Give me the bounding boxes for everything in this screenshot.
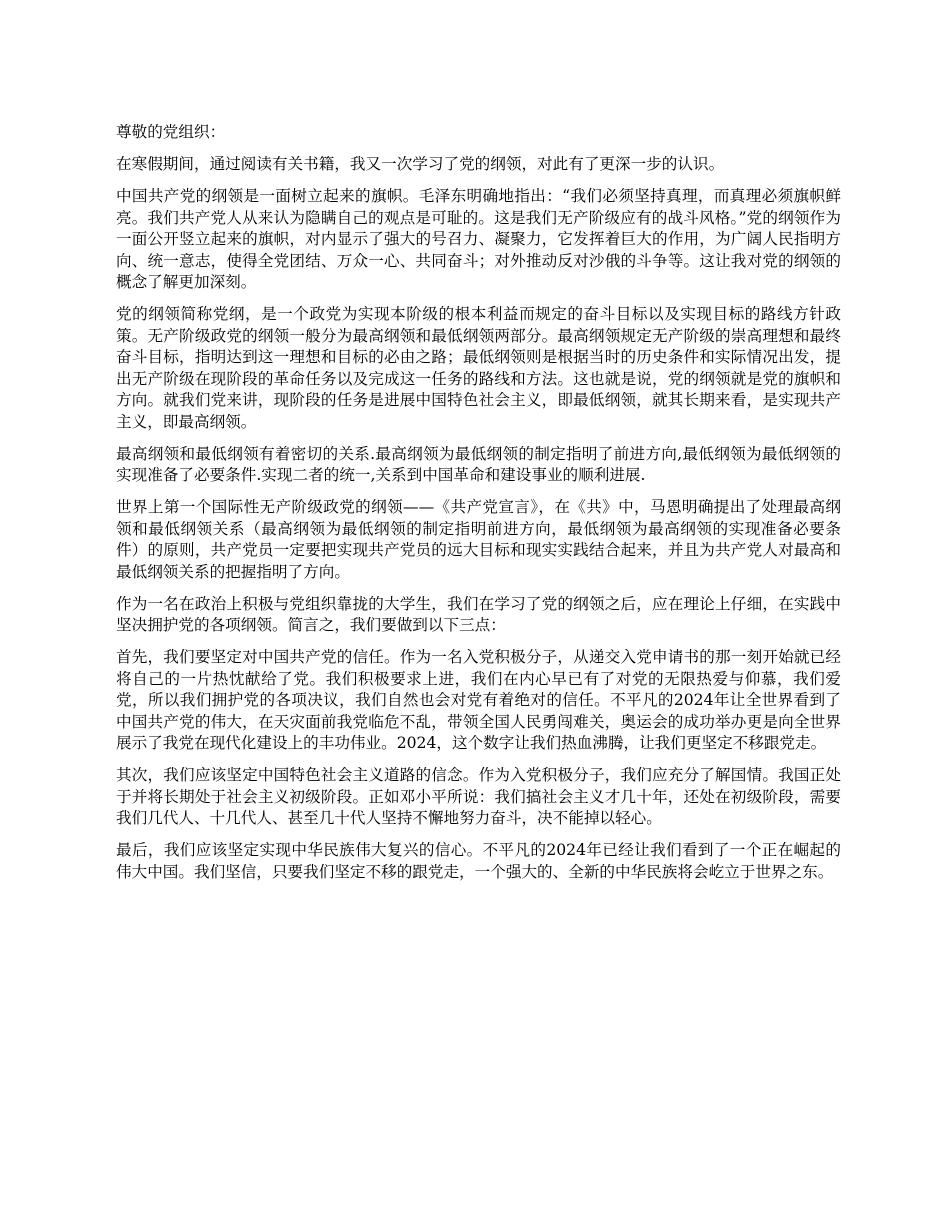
paragraph-7: 首先，我们要坚定对中国共产党的信任。作为一名入党积极分子，从递交入党申请书的那一刻开始就已经将自己的一片热忱献给了党。我们积极要求上进，我们在内心早已有了对党的无限热爱与仰慕，我们爱党，所以我们拥护党的各项决议，我们自然也会对党有着绝对的信任。不平凡的2024年让全世界看到了中国共产党的伟大，在天灾面前我党临危不乱，带领全国人民勇闯难关，奥运会的成功举办更是向全世界展示了我党在现代化建设上的丰功伟业。2024，这个数字让我们热血沸腾，让我们更坚定不移跟党走。 <box>116 648 841 752</box>
paragraph-9: 最后，我们应该坚定实现中华民族伟大复兴的信心。不平凡的2024年已经让我们看到了一个正在崛起的伟大中国。我们坚信，只要我们坚定不移的跟党走，一个强大的、全新的中华民族将会屹立于世界之东。 <box>116 841 841 881</box>
document-page <box>116 122 841 894</box>
paragraph-1: 在寒假期间，通过阅读有关书籍，我又一次学习了党的纲领，对此有了更深一步的认识。 <box>116 155 725 173</box>
salutation: 尊敬的党组织： <box>116 123 226 141</box>
paragraph-2: 中国共产党的纲领是一面树立起来的旗帜。毛泽东明确地指出：“我们必须坚持真理，而真理必须旗帜鲜亮。我们共产党人从来认为隐瞒自己的观点是可耻的。这是我们无产阶级应有的战斗风格。”党的纲领作为一面公开竖立起来的旗帜，对内显示了强大的号召力、凝聚力，它发挥着巨大的作用，为广阔人民指明方向、统一意志，使得全党团结、万众一心、共同奋斗；对外推动反对沙俄的斗争等。这让我对党的纲领的概念了解更加深刻。 <box>116 187 841 291</box>
paragraph-5: 世界上第一个国际性无产阶级政党的纲领——《共产党宣言》，在《共》中，马恩明确提出了处理最高纲领和最低纲领关系（最高纲领为最低纲领的制定指明前进方向，最低纲领为最高纲领的实现准备必要条件）的原则，共产党员一定要把实现共产党员的远大目标和现实实践结合起来，并且为共产党人对最高和最低纲领关系的把握指明了方向。 <box>116 498 841 581</box>
paragraph-3: 党的纲领简称党纲，是一个政党为实现本阶级的根本利益而规定的奋斗目标以及实现目标的路线方针政策。无产阶级政党的纲领一般分为最高纲领和最低纲领两部分。最高纲领规定无产阶级的崇高理想和最终奋斗目标，指明达到这一理想和目标的必由之路；最低纲领则是根据当时的历史条件和实际情况出发，提出无产阶级在现阶段的革命任务以及完成这一任务的路线和方法。这也就是说，党的纲领就是党的旗帜和方向。就我们党来讲，现阶段的任务是进展中国特色社会主义，即最低纲领，就其长期来看，是实现共产主义，即最高纲领。 <box>116 305 841 431</box>
paragraph-6: 作为一名在政治上积极与党组织靠拢的大学生，我们在学习了党的纲领之后，应在理论上仔细，在实践中坚决拥护党的各项纲领。简言之，我们要做到以下三点： <box>116 594 841 634</box>
paragraph-8: 其次，我们应该坚定中国特色社会主义道路的信念。作为入党积极分子，我们应充分了解国情。我国正处于并将长期处于社会主义初级阶段。正如邓小平所说：我们搞社会主义才几十年，还处在初级阶段，需要我们几代人、十几代人、甚至几十代人坚持不懈地努力奋斗，决不能掉以轻心。 <box>116 766 841 827</box>
paragraph-4: 最高纲领和最低纲领有着密切的关系.最高纲领为最低纲领的制定指明了前进方向,最低纲领为最低纲领的实现准备了必要条件.实现二者的统一,关系到中国革命和建设事业的顺利进展. <box>116 444 841 484</box>
